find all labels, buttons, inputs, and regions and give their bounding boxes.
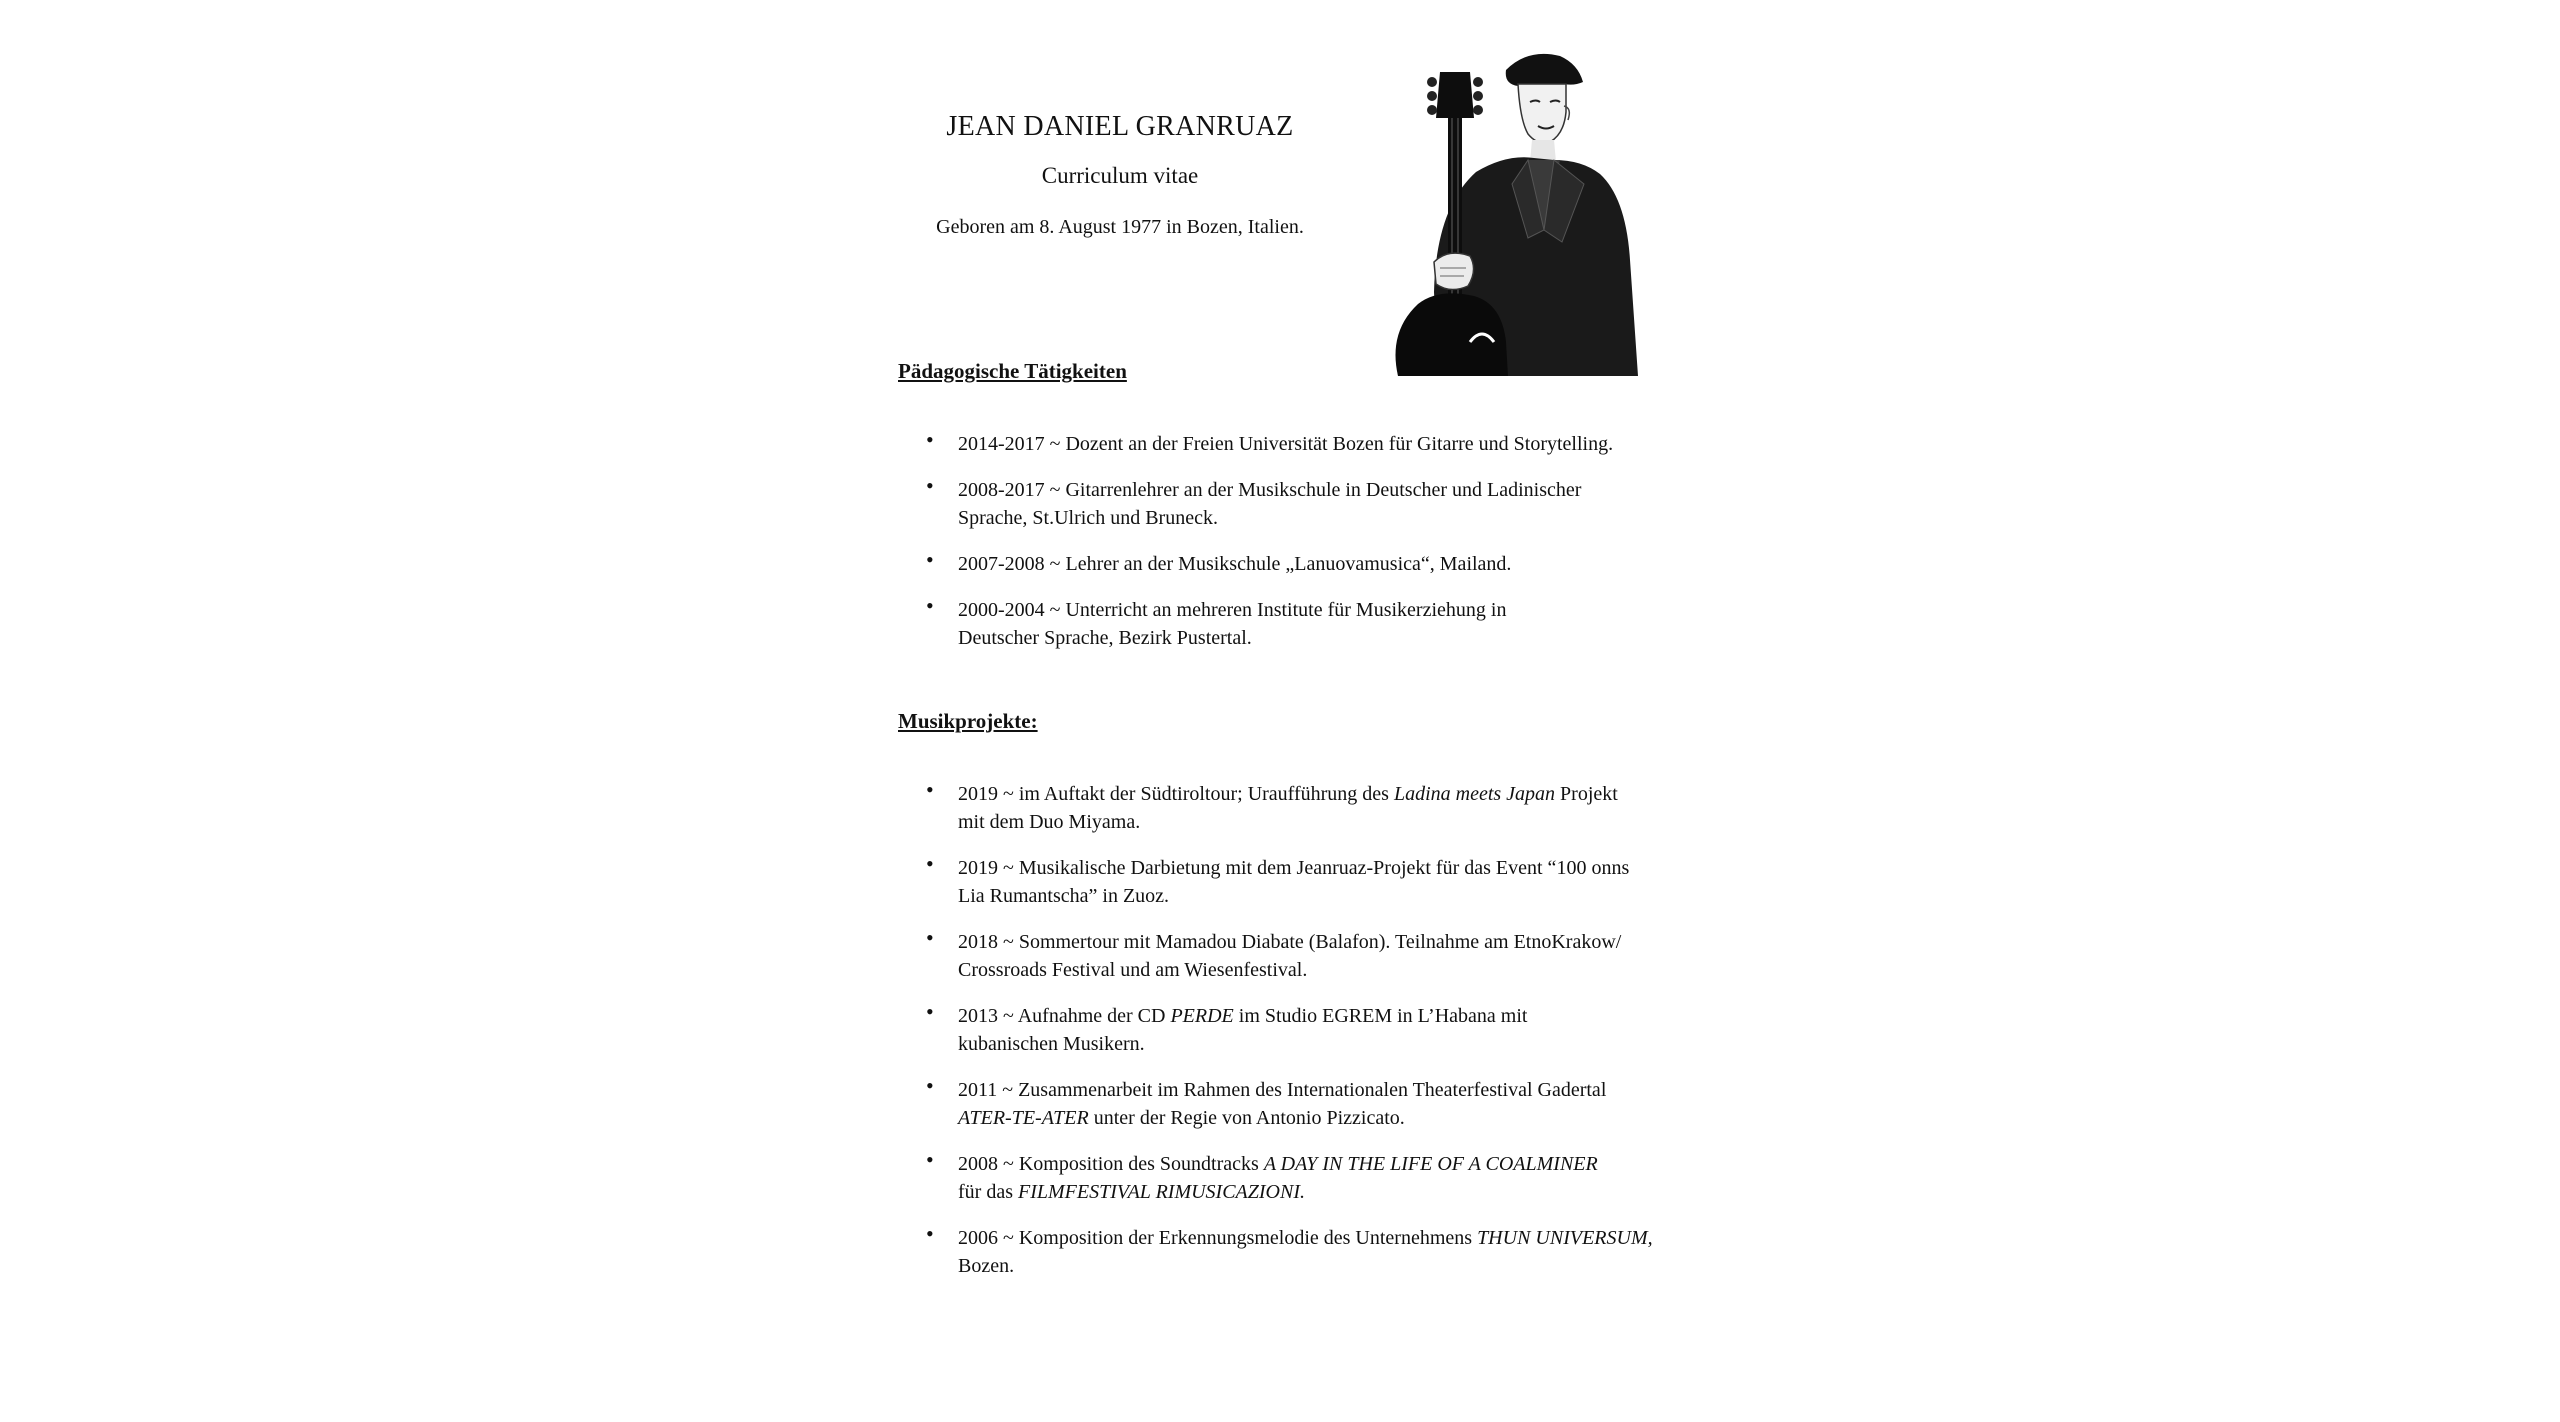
list-item: • 2019 ~ Musikalische Darbietung mit dem Jeanruaz-Projekt für das Event “100 onns Lia Rumantscha” in Zuoz. [926, 851, 1630, 907]
bullet-icon: • [926, 925, 934, 950]
bullet-icon: • [926, 1073, 934, 1098]
teaching-list [926, 427, 1678, 652]
bullet-icon: • [926, 1221, 934, 1246]
document-subtitle: Curriculum vitae [1041, 163, 1199, 188]
list-item: • 2008 ~ Komposition des Soundtracks A DAY IN THE LIFE OF A COALMINER für das FILMFESTIVAL RIMUSICAZIONI. [926, 1147, 1598, 1203]
person-name: JEAN DANIEL GRANRUAZ [946, 111, 1294, 142]
bullet-icon: • [926, 777, 934, 802]
list-item: • 2000-2004 ~ Unterricht an mehreren Institute für Musikerziehung in Deutscher Sprache, Bezirk Pustertal. [926, 593, 1507, 649]
portrait-with-guitar-icon [1378, 42, 1654, 376]
projects-list [926, 777, 1678, 1280]
bullet-icon: • [926, 999, 934, 1024]
bullet-icon: • [926, 593, 934, 618]
section-heading-projects: Musikprojekte: [898, 709, 1038, 733]
list-item: • 2008-2017 ~ Gitarrenlehrer an der Musikschule in Deutscher und Ladinischer Sprache, St.Ulrich und Bruneck. [926, 473, 1582, 529]
bullet-icon: • [926, 427, 934, 452]
list-item: • 2006 ~ Komposition der Erkennungsmelodie des Unternehmens THUN UNIVERSUM, Bozen. [926, 1221, 1653, 1277]
list-item: • 2018 ~ Sommertour mit Mamadou Diabate (Balafon). Teilnahme am EtnoKrakow/ Crossroads Festival und am Wiesenfestival. [926, 925, 1622, 981]
bullet-icon: • [926, 473, 934, 498]
bullet-icon: • [926, 851, 934, 876]
cv-header [900, 100, 1340, 240]
list-item: • 2011 ~ Zusammenarbeit im Rahmen des Internationalen Theaterfestival Gadertal ATER-TE-ATER unter der Regie von Antonio Pizzicato. [926, 1073, 1607, 1129]
list-item: • 2019 ~ im Auftakt der Südtiroltour; Uraufführung des Ladina meets Japan Projekt mit dem Duo Miyama. [926, 777, 1618, 833]
section-heading-teaching: Pädagogische Tätigkeiten [898, 359, 1127, 383]
bullet-icon: • [926, 547, 934, 572]
list-item: • 2014-2017 ~ Dozent an der Freien Universität Bozen für Gitarre und Storytelling. [926, 427, 1614, 455]
bullet-icon: • [926, 1147, 934, 1172]
list-item: • 2007-2008 ~ Lehrer an der Musikschule „Lanuovamusica“, Mailand. [926, 547, 1512, 575]
birth-info: Geboren am 8. August 1977 in Bozen, Italien. [936, 216, 1304, 238]
list-item: • 2013 ~ Aufnahme der CD PERDE im Studio EGREM in L’Habana mit kubanischen Musikern. [926, 999, 1528, 1055]
